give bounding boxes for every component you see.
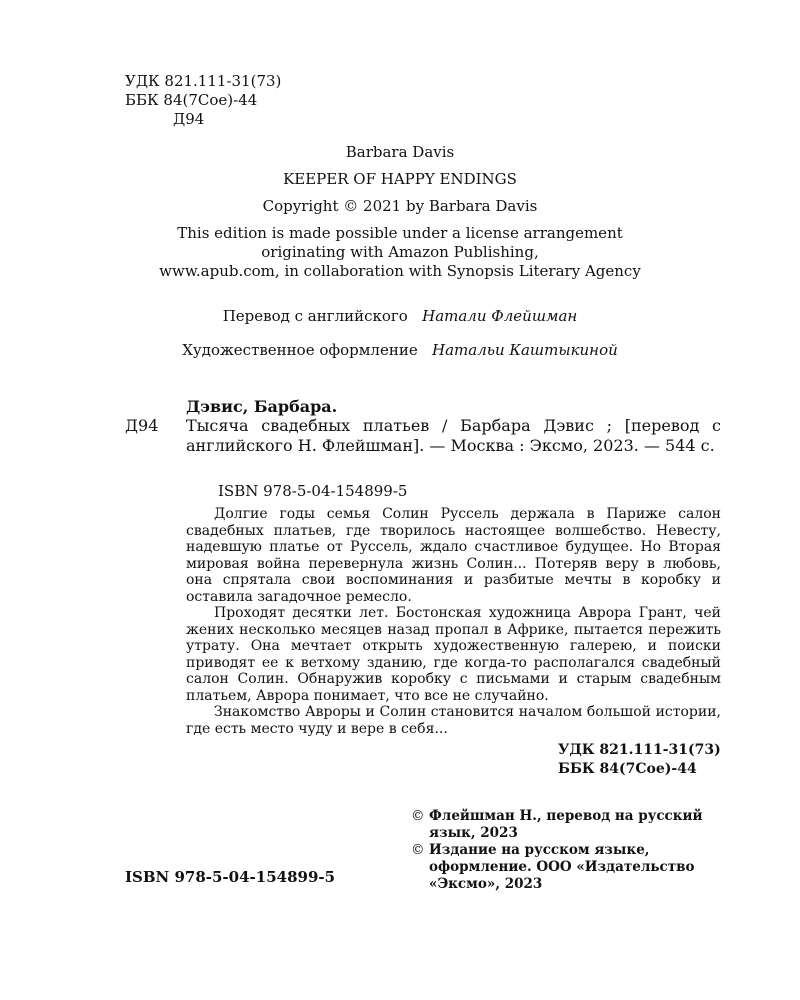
copyright-notice — [411, 808, 731, 842]
translation-label: Перевод с английского — [222, 307, 408, 325]
copyright-notices — [411, 808, 731, 893]
footer-codes — [558, 741, 721, 779]
license-notice — [0, 224, 800, 281]
footer-udk: УДК 821.111-31(73) — [558, 742, 721, 758]
footer-isbn: ISBN 978-5-04-154899-5 — [125, 868, 336, 886]
designer-name: Натальи Каштыкиной — [432, 341, 618, 359]
copyright-symbol: © — [411, 808, 425, 824]
license-line: This edition is made possible under a license arrangement — [177, 224, 623, 242]
catalog-author-sign: Д94 — [125, 416, 159, 435]
annotation-paragraph: Проходят десятки лет. Бостонская художница Аврора Грант, чей жених несколько месяцев назад пропал в Африке, пытается пережить утрату. Она мечтает открыть художественную галерею, и поиски приводят ее к ветхому зданию, где когда-то располагался свадебный салон Солин. Обнаружив коробку с письмами и старым свадебным платьем, Аврора понимает, что все не случайно. — [186, 605, 721, 704]
design-credit — [0, 341, 800, 359]
copyright-line: Copyright © 2021 by Barbara Davis — [262, 197, 538, 215]
translation-credit — [0, 307, 800, 325]
copyright-text: Издание на русском языке, оформление. ООО «Издательство «Эксмо», 2023 — [429, 842, 695, 892]
original-title: KEEPER OF HAPPY ENDINGS — [283, 170, 517, 188]
translator-name: Натали Флейшман — [422, 307, 578, 325]
udk-code: УДК 821.111-31(73) — [125, 72, 282, 90]
bbk-code: ББК 84(7Сое)-44 — [125, 91, 258, 109]
footer-bbk: ББК 84(7Сое)-44 — [558, 761, 697, 777]
design-label: Художественное оформление — [182, 341, 418, 359]
catalog-isbn: ISBN 978-5-04-154899-5 — [218, 482, 408, 500]
bibliographic-description: Тысяча свадебных платьев / Барбара Дэвис ; [перевод с английского Н. Флейшман]. — Москва : Эксмо, 2023. — 544 с. — [186, 416, 721, 455]
original-author: Barbara Davis — [345, 143, 455, 161]
copyright-text: Флейшман Н., перевод на русский язык, 2023 — [429, 808, 703, 841]
license-line: www.apub.com, in collaboration with Synopsis Literary Agency — [159, 262, 641, 280]
author-sign: Д94 — [173, 110, 205, 128]
classification-codes — [125, 72, 281, 129]
annotation-paragraph: Знакомство Авроры и Солин становится началом большой истории, где есть место чуду и вере в себя... — [186, 704, 721, 737]
annotation-paragraph: Долгие годы семья Солин Руссель держала в Париже салон свадебных платьев, где творилось настоящее волшебство. Невесту, надевшую платье от Руссель, ждало счастливое будущее. Но Вторая мировая война перевернула жизнь Солин... Потеряв веру в любовь, она спрятала свои воспоминания и разбитые мечты в коробку и оставила загадочное ремесло. — [186, 506, 721, 605]
license-line: originating with Amazon Publishing, — [261, 243, 539, 261]
annotation — [186, 506, 721, 737]
copyright-notice — [411, 842, 731, 893]
catalog-author-heading: Дэвис, Барбара. — [186, 397, 338, 416]
copyright-symbol: © — [411, 842, 425, 858]
